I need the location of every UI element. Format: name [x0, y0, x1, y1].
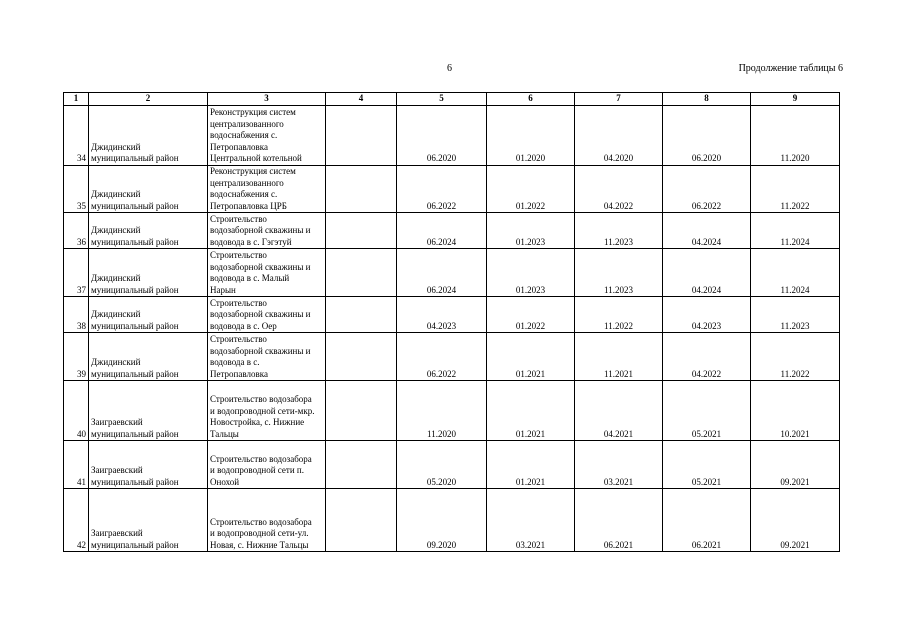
district-line: Джидинский [91, 189, 141, 200]
district-cell [89, 106, 208, 166]
district-cell [89, 333, 208, 381]
district-line: Джидинский [91, 273, 141, 284]
object-line: Строительство [210, 297, 267, 308]
district-line: муниципальный район [91, 284, 179, 295]
object-cell [208, 441, 326, 489]
object-line: Новая, с. Нижние Тальцы [210, 539, 309, 550]
district-line: муниципальный район [91, 368, 179, 379]
object-line: Онохой [210, 476, 240, 487]
object-line: водоснабжения с. [210, 189, 278, 200]
column-header-5: 5 [397, 93, 487, 106]
district-line: муниципальный район [91, 153, 179, 164]
district-line: Джидинский [91, 357, 141, 368]
date-cell-7: 11.2023 [575, 249, 663, 297]
date-cell-5: 06.2024 [397, 213, 487, 249]
object-line: Петропавловка ЦРБ [210, 200, 287, 211]
date-cell-9: 11.2020 [751, 106, 840, 166]
object-line: и водопроводной сети-мкр. [210, 405, 315, 416]
date-cell-8: 04.2023 [663, 297, 751, 333]
column-4-cell [326, 249, 397, 297]
date-cell-7: 06.2021 [575, 489, 663, 552]
column-header-1: 1 [64, 93, 89, 106]
date-cell-6: 01.2021 [487, 381, 575, 441]
column-4-cell [326, 489, 397, 552]
district-cell [89, 166, 208, 213]
district-line: муниципальный район [91, 476, 179, 487]
date-cell-5: 06.2022 [397, 333, 487, 381]
date-cell-5: 06.2024 [397, 249, 487, 297]
row-number-cell: 39 [64, 333, 89, 381]
object-line: Строительство водозабора [210, 453, 312, 464]
date-cell-5: 04.2023 [397, 297, 487, 333]
column-header-2: 2 [89, 93, 208, 106]
object-line: водозаборной скважины и [210, 225, 311, 236]
district-cell [89, 297, 208, 333]
row-number-cell: 40 [64, 381, 89, 441]
date-cell-6: 01.2023 [487, 213, 575, 249]
object-cell [208, 381, 326, 441]
district-line: Заиграевский [91, 465, 143, 476]
column-4-cell [326, 297, 397, 333]
row-number-cell: 42 [64, 489, 89, 552]
date-cell-7: 03.2021 [575, 441, 663, 489]
schedule-table [63, 92, 840, 552]
table-row [64, 441, 840, 489]
date-cell-5: 06.2022 [397, 166, 487, 213]
object-line: Строительство [210, 250, 267, 260]
district-cell [89, 381, 208, 441]
date-cell-8: 04.2024 [663, 213, 751, 249]
column-header-4: 4 [326, 93, 397, 106]
object-line: водовода в с. Оер [210, 320, 277, 331]
district-cell [89, 213, 208, 249]
column-4-cell [326, 106, 397, 166]
date-cell-9: 11.2022 [751, 166, 840, 213]
column-header-6: 6 [487, 93, 575, 106]
object-line: Строительство водозабора [210, 516, 312, 527]
district-line: муниципальный район [91, 236, 179, 247]
date-cell-6: 01.2021 [487, 333, 575, 381]
row-number-cell: 34 [64, 106, 89, 166]
district-line: Джидинский [91, 141, 141, 152]
column-4-cell [326, 166, 397, 213]
row-number-cell: 41 [64, 441, 89, 489]
district-line: Заиграевский [91, 528, 143, 539]
date-cell-7: 04.2020 [575, 106, 663, 166]
object-line: водозаборной скважины и [210, 261, 311, 272]
date-cell-7: 11.2023 [575, 213, 663, 249]
table-row [64, 249, 840, 297]
object-line: и водопроводной сети п. [210, 465, 304, 476]
object-line: и водопроводной сети-ул. [210, 528, 309, 539]
page-number: 6 [447, 63, 452, 74]
row-number-cell: 38 [64, 297, 89, 333]
row-number-cell: 36 [64, 213, 89, 249]
column-4-cell [326, 213, 397, 249]
date-cell-9: 11.2024 [751, 213, 840, 249]
column-header-3: 3 [208, 93, 326, 106]
table-row [64, 333, 840, 381]
district-line: муниципальный район [91, 428, 179, 439]
district-line: Джидинский [91, 225, 141, 236]
object-cell [208, 489, 326, 552]
date-cell-8: 05.2021 [663, 441, 751, 489]
date-cell-8: 04.2024 [663, 249, 751, 297]
object-cell [208, 213, 326, 249]
object-line: водоснабжения с. [210, 130, 278, 141]
date-cell-7: 11.2021 [575, 333, 663, 381]
date-cell-5: 11.2020 [397, 381, 487, 441]
object-line: централизованного [210, 118, 284, 129]
object-line: Нарын [210, 284, 236, 295]
table-row [64, 297, 840, 333]
column-header-7: 7 [575, 93, 663, 106]
column-4-cell [326, 381, 397, 441]
date-cell-5: 05.2020 [397, 441, 487, 489]
object-line: водовода в с. Гэгэтуй [210, 236, 292, 247]
object-line: Строительство [210, 334, 267, 344]
date-cell-8: 05.2021 [663, 381, 751, 441]
date-cell-5: 06.2020 [397, 106, 487, 166]
table-continuation-label: Продолжение таблицы 6 [738, 63, 843, 74]
date-cell-9: 09.2021 [751, 489, 840, 552]
column-4-cell [326, 441, 397, 489]
object-line: водовода в с. Малый [210, 273, 290, 284]
date-cell-9: 11.2022 [751, 333, 840, 381]
row-number-cell: 37 [64, 249, 89, 297]
object-line: Реконструкция систем [210, 107, 296, 118]
object-line: водовода в с. [210, 357, 260, 368]
district-line: муниципальный район [91, 200, 179, 211]
district-cell [89, 249, 208, 297]
date-cell-7: 11.2022 [575, 297, 663, 333]
district-line: Джидинский [91, 309, 141, 320]
date-cell-8: 04.2022 [663, 333, 751, 381]
date-cell-7: 04.2022 [575, 166, 663, 213]
object-line: водозаборной скважины и [210, 309, 311, 320]
column-header-8: 8 [663, 93, 751, 106]
object-line: Петропавловка [210, 368, 268, 379]
district-line: муниципальный район [91, 320, 179, 331]
district-cell [89, 441, 208, 489]
object-cell [208, 249, 326, 297]
object-line: Тальцы [210, 428, 239, 439]
object-cell [208, 333, 326, 381]
date-cell-6: 01.2022 [487, 297, 575, 333]
date-cell-9: 09.2021 [751, 441, 840, 489]
date-cell-7: 04.2021 [575, 381, 663, 441]
date-cell-6: 01.2020 [487, 106, 575, 166]
column-header-9: 9 [751, 93, 840, 106]
object-line: Петропавловка [210, 141, 268, 152]
object-line: водозаборной скважины и [210, 345, 311, 356]
date-cell-8: 06.2020 [663, 106, 751, 166]
district-cell [89, 489, 208, 552]
district-line: Заиграевский [91, 417, 143, 428]
object-line: Реконструкция систем [210, 166, 296, 176]
date-cell-8: 06.2021 [663, 489, 751, 552]
table-row [64, 381, 840, 441]
row-number-cell: 35 [64, 166, 89, 213]
date-cell-8: 06.2022 [663, 166, 751, 213]
object-line: Центральной котельной [210, 153, 302, 164]
date-cell-9: 11.2024 [751, 249, 840, 297]
date-cell-9: 11.2023 [751, 297, 840, 333]
table-header-row [64, 93, 840, 106]
date-cell-9: 10.2021 [751, 381, 840, 441]
table-row [64, 213, 840, 249]
date-cell-6: 01.2023 [487, 249, 575, 297]
object-line: централизованного [210, 177, 284, 188]
table-row [64, 106, 840, 166]
object-cell [208, 166, 326, 213]
date-cell-6: 03.2021 [487, 489, 575, 552]
object-cell [208, 297, 326, 333]
date-cell-6: 01.2021 [487, 441, 575, 489]
object-cell [208, 106, 326, 166]
table-row [64, 166, 840, 213]
object-line: Строительство [210, 213, 267, 224]
object-line: Новостройка, с. Нижние [210, 417, 305, 428]
date-cell-5: 09.2020 [397, 489, 487, 552]
table-row [64, 489, 840, 552]
column-4-cell [326, 333, 397, 381]
object-line: Строительство водозабора [210, 394, 312, 404]
date-cell-6: 01.2022 [487, 166, 575, 213]
district-line: муниципальный район [91, 539, 179, 550]
